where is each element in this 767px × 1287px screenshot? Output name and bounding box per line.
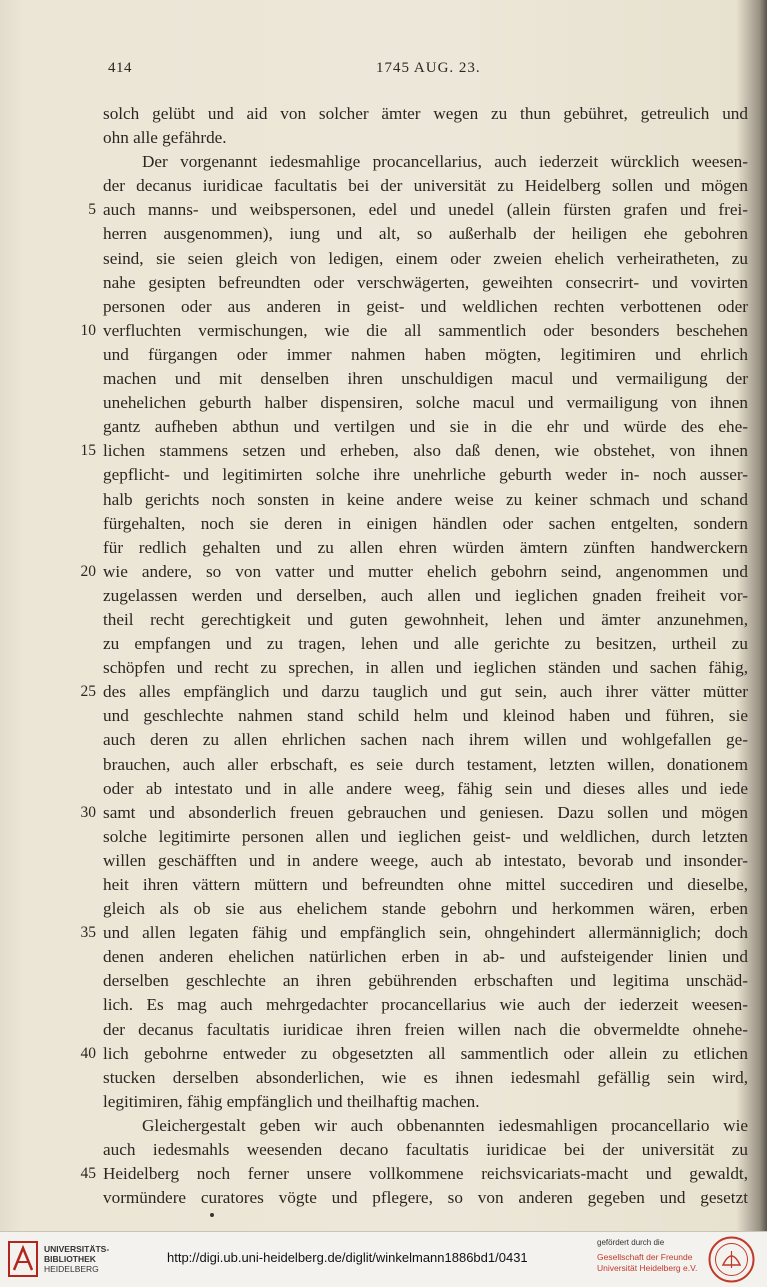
line-number: 40 (80, 1044, 96, 1062)
line-text: solch gelübt und aid von solcher ämter wegen zu thun gebühret, getreulich und (103, 104, 748, 123)
text-line (0, 343, 767, 367)
line-text: machen und mit denselben ihren unschuldigen macul und vermailigung der (103, 369, 748, 389)
text-line (0, 777, 767, 801)
line-text: gleich als ob sie aus ehelichem stande gebohrn und herkommen wären, erben (103, 899, 748, 919)
line-text: legitimiren, fähig empfänglich und theilhaftig machen. (103, 1091, 480, 1111)
text-line (0, 463, 767, 487)
text-line (0, 1090, 767, 1114)
text-line (0, 488, 767, 512)
society-seal-icon (707, 1235, 756, 1284)
society-name-line2: Universität Heidelberg e.V. (597, 1263, 698, 1273)
ink-dot (210, 1213, 214, 1217)
text-line (0, 415, 767, 439)
text-line (0, 993, 767, 1017)
text-line (0, 174, 767, 198)
line-text: verfluchten vermischungen, wie die all sammentlich oder besonders beschehen (103, 320, 748, 340)
funded-by-label: gefördert durch die (597, 1238, 665, 1247)
permalink-url[interactable]: http://digi.ub.uni-heidelberg.de/diglit/winkelmann1886bd1/0431 (167, 1250, 528, 1265)
line-text: denen anderen ehelichen natürlichen erben in ab- und aufsteigender linien und (103, 947, 748, 967)
line-text: nahe gesipten befreundten oder verschwägerten, geweihten consecrirt- und vovirten (103, 272, 748, 292)
line-text: willen geschäfften und in andere weege, auch ab intestato, bevorab und insonder- (103, 850, 748, 870)
line-text: vormündere curatores vögte und pflegere, so von anderen gegeben und gesetzt (103, 1188, 748, 1208)
line-number: 10 (80, 321, 96, 339)
text-line (0, 680, 767, 704)
text-line (0, 391, 767, 415)
library-logo-icon (8, 1240, 38, 1278)
society-name-line1: Gesellschaft der Freunde (597, 1252, 693, 1262)
society-name (597, 1252, 697, 1274)
line-text: und geschlechte nahmen stand schild helm und kleinod haben und führen, sie (103, 706, 748, 726)
line-text: und allen legaten fähig und empfänglich sein, ohngehindert allermänniglich; doch (103, 923, 748, 943)
text-line (0, 921, 767, 945)
line-text: zu empfangen und zu tragen, lehen und alle gerichte zu besitzen, urtheil zu (103, 634, 748, 654)
text-line (0, 897, 767, 921)
text-line (0, 584, 767, 608)
text-line (0, 1114, 767, 1138)
text-line (0, 632, 767, 656)
library-name (44, 1244, 114, 1274)
text-line (0, 1018, 767, 1042)
text-line (0, 319, 767, 343)
library-name-line3: HEIDELBERG (44, 1264, 99, 1274)
line-text: gepflicht- und legitimirten solche ihre unehrliche geburth weder in- noch ausser- (103, 465, 748, 485)
line-number: 25 (80, 683, 96, 701)
text-line (0, 150, 767, 174)
line-text: wie andere, so von vatter und mutter ehelich gebohrn seind, angenommen und (103, 561, 748, 581)
text-line (0, 271, 767, 295)
line-number: 15 (80, 442, 96, 460)
body-text (0, 102, 767, 1210)
line-text: lich gebohrne entweder zu obgesetzten all sammentlich oder allein zu etlichen (103, 1043, 748, 1063)
page-number: 414 (108, 60, 132, 76)
line-number: 35 (80, 924, 96, 942)
text-line (0, 1162, 767, 1186)
line-text: zugelassen werden und derselben, auch allen und ieglichen gnaden freiheit vor- (103, 585, 748, 605)
line-text: Der vorgenannt iedesmahlige procancellarius, auch iederzeit würcklich weesen- (142, 152, 748, 172)
line-number: 5 (88, 201, 96, 219)
line-text: und fürgangen oder immer nahmen haben mögten, legitimiren und ehrlich (103, 344, 748, 364)
line-text: auch manns- und weibspersonen, edel und unedel (allein fürsten grafen und frei- (103, 200, 748, 220)
line-text: schöpfen und recht zu sprechen, in allen und ieglichen ständen und sachen fähig, (103, 658, 748, 678)
line-text: heit ihren vättern müttern und befreundten ohne mittel succediren und dieselbe, (103, 875, 748, 894)
text-line (0, 512, 767, 536)
text-line (0, 222, 767, 246)
line-text: Heidelberg noch ferner unsere vollkommene reichsvicariats-macht und gewaldt, (103, 1164, 748, 1184)
text-line (0, 439, 767, 463)
line-text: solche legitimirte personen allen und ieglichen geist- und weldlichen, durch letzten (103, 826, 748, 846)
line-text: lichen stammens setzen und erheben, also daß denen, wie obstehet, von ihnen (103, 441, 748, 461)
line-text: ohn alle gefährde. (103, 128, 227, 148)
text-line (0, 102, 767, 126)
library-name-line2: BIBLIOTHEK (44, 1254, 96, 1264)
text-line (0, 367, 767, 391)
line-text: brauchen, auch aller erbschaft, es seie durch testament, letzten willen, donationem (103, 754, 748, 774)
line-text: stucken derselben absonderlichen, wie es ihnen iedesmahl gefällig sein wird, (103, 1067, 748, 1087)
running-title: 1745 AUG. 23. (376, 60, 481, 76)
text-line (0, 536, 767, 560)
text-line (0, 704, 767, 728)
line-text: theil recht gerechtigkeit und guten gewohnheit, lehen und ämter anzunehmen, (103, 609, 748, 629)
line-text: des alles empfänglich und darzu tauglich und gut sein, auch ihrer vätter mütter (103, 682, 748, 702)
line-number: 20 (80, 562, 96, 580)
line-text: lich. Es mag auch mehrgedachter procancellarius wie auch der iederzeit weesen- (103, 995, 748, 1015)
line-text: auch iedesmahls weesenden decano facultatis iuridicae bei der universität zu (103, 1140, 748, 1160)
text-line (0, 753, 767, 777)
line-text: der decanus facultatis iuridicae ihren freien willen nach die obvermeldte ohnehe- (103, 1019, 748, 1039)
line-text: oder ab intestato und in alle andere weeg, fähig sein und dieses alles und iede (103, 778, 748, 798)
line-number: 30 (80, 803, 96, 821)
line-text: unehelichen geburth halber dispensiren, solche macul und vermailigung von ihnen (103, 393, 748, 413)
text-line (0, 295, 767, 319)
line-number: 45 (80, 1165, 96, 1183)
text-line (0, 801, 767, 825)
text-line (0, 728, 767, 752)
text-line (0, 849, 767, 873)
text-line (0, 969, 767, 993)
line-text: fürgehalten, noch sie deren in einigen händlen oder sachen entgelten, sondern (103, 513, 748, 533)
text-line (0, 560, 767, 584)
text-line (0, 126, 767, 150)
text-line (0, 198, 767, 222)
line-text: auch deren zu allen ehrlichen sachen nach ihrem willen und wohlgefallen ge- (103, 730, 748, 750)
line-text: der decanus iuridicae facultatis bei der universität zu Heidelberg sollen und mögen (103, 176, 748, 196)
line-text: Gleichergestalt geben wir auch obbenannten iedesmahligen procancellario wie (142, 1115, 748, 1135)
running-head (108, 60, 748, 82)
footer-bar (0, 1231, 767, 1287)
text-line (0, 1138, 767, 1162)
text-line (0, 656, 767, 680)
text-line (0, 1186, 767, 1210)
line-text: halb gerichts noch sonsten in keine andere weise zu keiner schmach und schand (103, 489, 748, 509)
line-text: personen oder aus anderen in geist- und weldlichen rechten verbottenen oder (103, 296, 748, 316)
text-line (0, 247, 767, 271)
text-line (0, 825, 767, 849)
line-text: seind, sie seien gleich von ledigen, einem oder zweien ehelich verheiratheten, zu (103, 248, 748, 268)
line-text: herren ausgenommen), iung und alt, so außerhalb der heiligen ehe gebohren (103, 224, 748, 244)
line-text: für redlich gehalten und zu allen ehren würden ämtern zünften handwerckern (103, 537, 748, 557)
line-text: samt und absonderlich freuen gebrauchen und geniesen. Dazu sollen und mögen (103, 802, 748, 822)
text-line (0, 945, 767, 969)
line-text: gantz aufheben abthun und vertilgen und sie in die ehr und würde des ehe- (103, 417, 748, 437)
library-name-line1: UNIVERSITÄTS- (44, 1244, 110, 1254)
text-line (0, 873, 767, 897)
text-line (0, 608, 767, 632)
text-line (0, 1042, 767, 1066)
line-text: derselben geschlechte an ihren gebührenden erbschaften und legitima unschäd- (103, 971, 748, 991)
text-line (0, 1066, 767, 1090)
